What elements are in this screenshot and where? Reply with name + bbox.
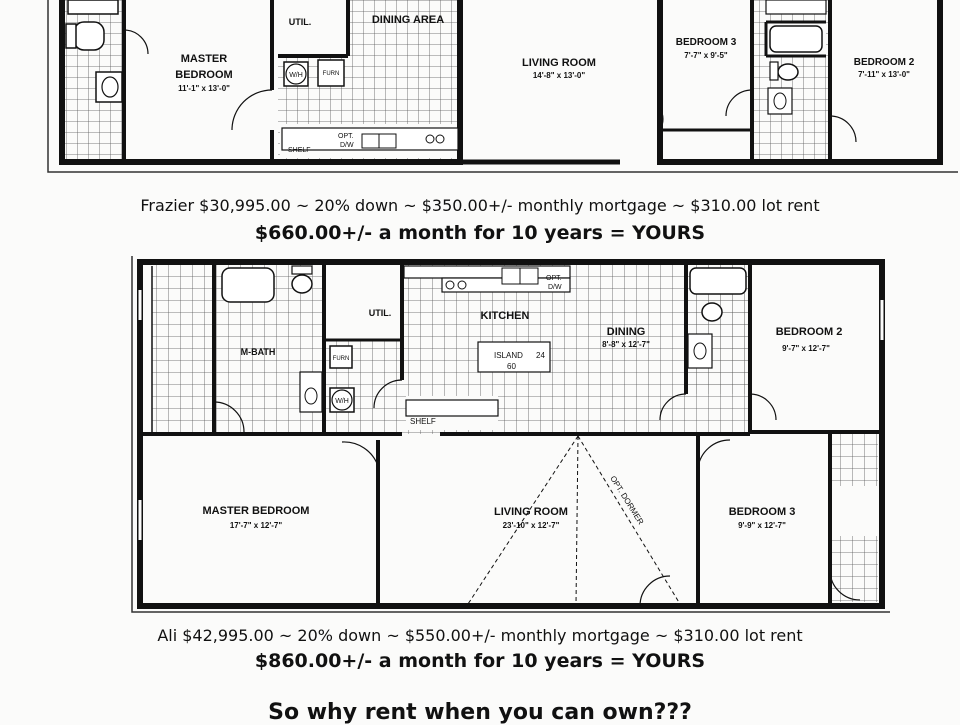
frazier-total-line: $660.00+/- a month for 10 years = YOURS — [254, 222, 706, 244]
bedroom-3-label: BEDROOM 3 — [728, 506, 796, 518]
bedroom-2-dims: 9'-7" x 12'-7" — [782, 344, 830, 353]
furn-label: FURN — [332, 356, 350, 362]
door-swing — [124, 30, 148, 54]
living-room-label: LIVING ROOM — [494, 506, 568, 518]
toilet-icon — [292, 275, 312, 293]
dw-label: D/W — [340, 142, 354, 149]
master-bedroom-dims: 11'-1" x 13'-0" — [178, 84, 230, 93]
shelf-label: SHELF — [410, 417, 436, 426]
bathtub-icon — [770, 26, 822, 52]
bathtub-icon — [690, 268, 746, 294]
mbath-label: M-BATH — [240, 347, 276, 357]
toilet-icon — [74, 22, 104, 50]
ali-total-line: $860.00+/- a month for 10 years = YOURS — [254, 650, 706, 672]
toilet-icon — [778, 64, 798, 80]
master-bedroom-label: MASTER — [180, 53, 228, 65]
master-bedroom-label: MASTER BEDROOM — [202, 505, 310, 517]
wh-label: W/H — [289, 72, 303, 79]
living-room-dims: 23'-10" x 12'-7" — [502, 521, 560, 530]
ali-price-line: Ali $42,995.00 ~ 20% down ~ $550.00+/- monthly mortgage ~ $310.00 lot rent — [157, 626, 803, 645]
opt-label: OPT. — [338, 133, 354, 140]
cta-headline: So why rent when you can own??? — [268, 700, 692, 725]
dw-label: D/W — [548, 284, 562, 291]
opt-label: OPT. — [546, 275, 562, 282]
dining-area-label: DINING AREA — [371, 14, 445, 26]
bathtub-icon — [222, 268, 274, 302]
bedroom-3-dims: 9'-9" x 12'-7" — [738, 521, 786, 530]
bedroom-2-label: BEDROOM 2 — [853, 57, 915, 68]
toilet-icon — [702, 303, 722, 321]
util-label: UTIL. — [288, 17, 312, 27]
bedroom-3-label: BEDROOM 3 — [675, 37, 737, 48]
dining-label: DINING — [606, 326, 646, 338]
plan-frazier — [48, 0, 958, 172]
sink-icon — [300, 372, 322, 412]
living-room-dims: 14'-8" x 13'-0" — [532, 71, 586, 80]
frazier-price-line: Frazier $30,995.00 ~ 20% down ~ $350.00+/- monthly mortgage ~ $310.00 lot rent — [140, 196, 820, 215]
opt-dormer-label: OPT. DORMER — [608, 474, 646, 527]
bedroom-3-dims: 7'-7" x 9'-5" — [684, 51, 728, 60]
living-room-label: LIVING ROOM — [522, 57, 596, 69]
shelf-label: SHELF — [288, 147, 311, 154]
island-length: 60 — [507, 362, 516, 371]
plan-ali — [132, 256, 890, 612]
master-bedroom-dims: 17'-7" x 12'-7" — [229, 521, 283, 530]
master-bedroom-label-2: BEDROOM — [175, 69, 233, 81]
util-label: UTIL. — [368, 308, 392, 318]
sink-icon — [688, 334, 712, 368]
bedroom-2-dims: 7'-11" x 13'-0" — [858, 70, 910, 79]
dining-dims: 8'-8" x 12'-7" — [602, 340, 650, 349]
furn-label: FURN — [322, 71, 340, 77]
island-label: ISLAND — [494, 351, 523, 360]
wh-label: W/H — [335, 398, 349, 405]
sink-icon — [768, 88, 792, 114]
kitchen-label: KITCHEN — [480, 310, 530, 322]
island-width: 24 — [536, 351, 545, 360]
bedroom-2-label: BEDROOM 2 — [775, 326, 843, 338]
